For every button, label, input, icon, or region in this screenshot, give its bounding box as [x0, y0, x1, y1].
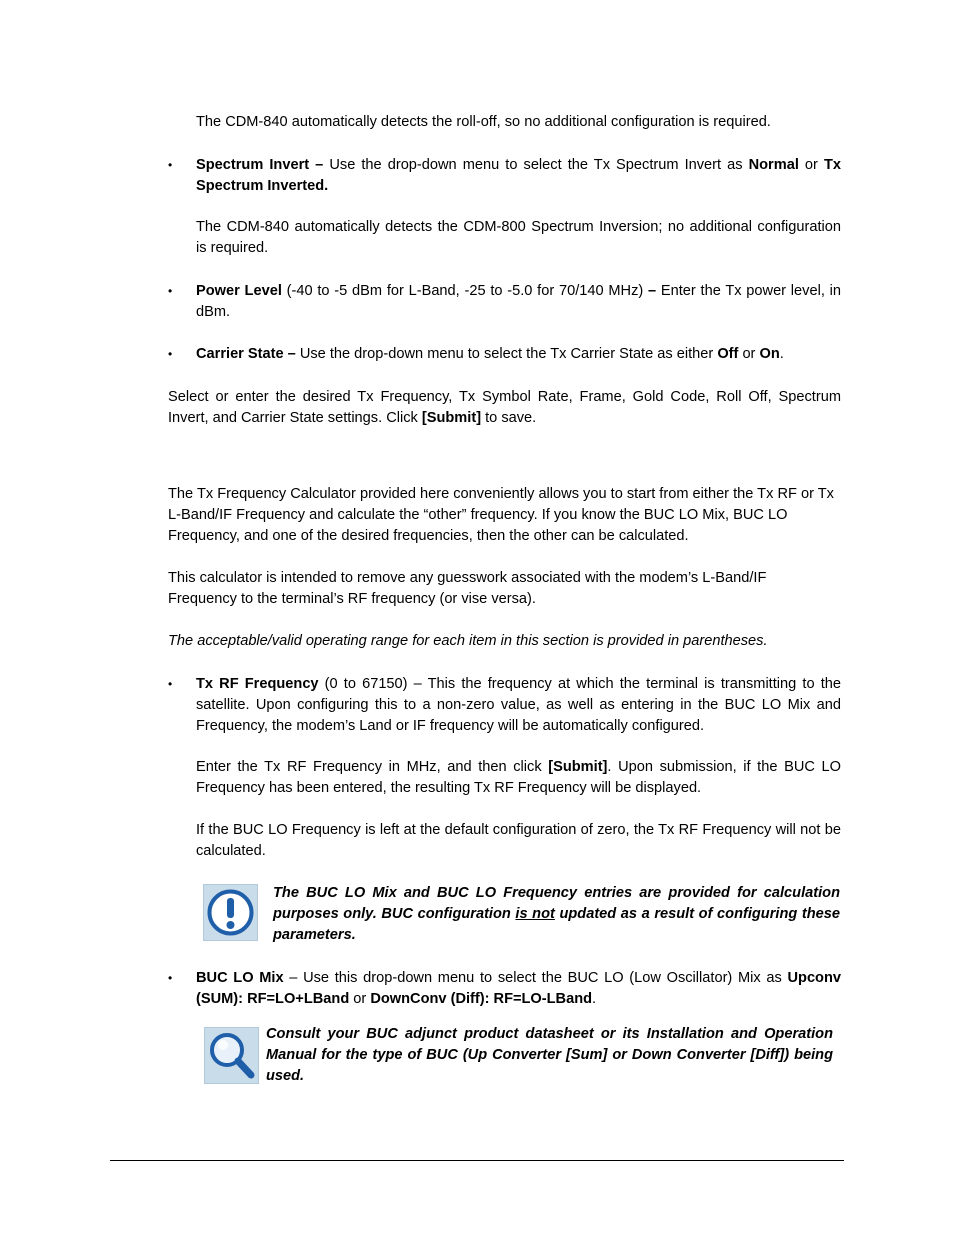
tx-rf-submit-note: Enter the Tx RF Frequency in MHz, and then click [Submit]. Upon submission, if the BUC LO Frequency has been entered, the resulting Tx RF Frequency will be displayed.: [196, 759, 841, 796]
bullet-marker: •: [168, 677, 173, 691]
bullet-marker: •: [168, 347, 173, 361]
bullet-marker: •: [168, 284, 173, 298]
submit-reference: [Submit]: [548, 759, 608, 775]
bullet-marker: •: [168, 158, 173, 172]
carrier-state-item: Carrier State – Use the drop-down menu to select the Tx Carrier State as either Off or On.: [196, 346, 784, 362]
buc-lo-mix-item: BUC LO Mix – Use this drop-down menu to select the BUC LO (Low Oscillator) Mix as Upconv (SUM): RF=LO+LBand or DownConv (Diff): RF=LO-LBand.: [196, 970, 841, 1007]
reference-note: Consult your BUC adjunct product datasheet or its Installation and Operation Manual for the type of BUC (Up Converter [Sum] or Down Converter [Diff]) being used.: [266, 1026, 833, 1084]
footer-rule: [110, 1160, 844, 1161]
default-zero-note: If the BUC LO Frequency is left at the default configuration of zero, the Tx RF Frequency will not be calculated.: [196, 822, 841, 859]
calculator-intro: The Tx Frequency Calculator provided here conveniently allows you to start from either the Tx RF or Tx L-Band/IF Frequency and calculate the “other” frequency. If you know the BUC LO Mix, BUC LO Frequency, and one of the desired frequencies, then the other can be calculated.: [168, 486, 834, 544]
range-note: The acceptable/valid operating range for each item in this section is provided in parentheses.: [168, 633, 768, 649]
submit-reference: [Submit]: [421, 410, 482, 426]
power-level-item: Power Level (-40 to -5 dBm for L-Band, -25 to -5.0 for 70/140 MHz) – Enter the Tx power level, in dBm.: [196, 283, 841, 320]
important-note: The BUC LO Mix and BUC LO Frequency entries are provided for calculation purposes only. BUC configuration is not updated as a result of configuring these parameters.: [273, 885, 841, 943]
tx-rf-frequency-label: Tx RF Frequency: [196, 676, 319, 692]
buc-lo-mix-label: BUC LO Mix: [196, 970, 284, 986]
spectrum-invert-label: Spectrum Invert –: [196, 157, 324, 173]
bullet-marker: •: [168, 971, 173, 985]
spectrum-inversion-note: The CDM-840 automatically detects the CDM-800 Spectrum Inversion; no additional configuration is required.: [196, 219, 841, 256]
carrier-state-label: Carrier State –: [196, 346, 296, 362]
magnifier-icon: [204, 1027, 259, 1084]
tx-rf-frequency-item: Tx RF Frequency (0 to 67150) – This the frequency at which the terminal is transmitting to the satellite. Upon configuring this to a non-zero value, as well as entering in the BUC LO Mix and Frequency, the modem’s Land or IF frequency will be automatically configured.: [196, 676, 841, 734]
power-level-label: Power Level: [196, 283, 282, 299]
spectrum-invert-item: Spectrum Invert – Use the drop-down menu to select the Tx Spectrum Invert as Normal or Tx Spectrum Inverted.: [196, 157, 841, 194]
calculator-purpose: This calculator is intended to remove any guesswork associated with the modem’s L-Band/IF Frequency to the terminal’s RF frequency (or vise versa).: [168, 570, 767, 607]
submit-instructions: Select or enter the desired Tx Frequency, Tx Symbol Rate, Frame, Gold Code, Roll Off, Spectrum Invert, and Carrier State settings. Click [Submit] to save.: [168, 389, 841, 426]
exclamation-icon: [203, 884, 258, 941]
roll-off-note: The CDM-840 automatically detects the roll-off, so no additional configuration is required.: [196, 114, 771, 130]
